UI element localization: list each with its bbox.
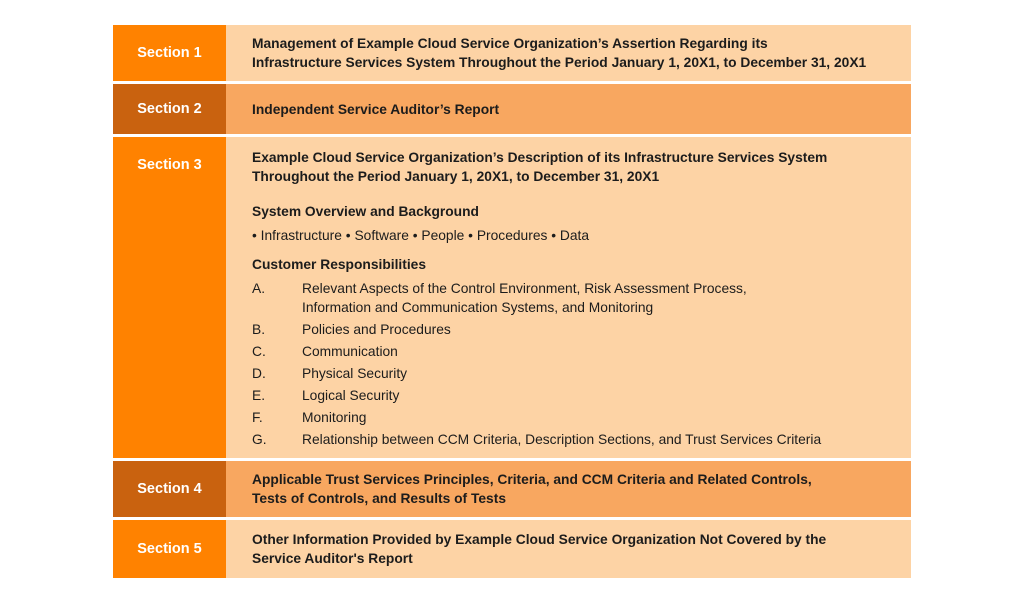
section-title-line: Management of Example Cloud Service Organization’s Assertion Regarding its (252, 36, 768, 51)
section-title-line: Applicable Trust Services Principles, Criteria, and CCM Criteria and Related Controls, (252, 472, 812, 487)
section-title-line: Throughout the Period January 1, 20X1, to December 31, 20X1 (252, 169, 660, 184)
section-content-cell (226, 137, 911, 458)
section-content-cell (226, 25, 911, 81)
section-title-line: Service Auditor's Report (252, 551, 413, 566)
list-item-text: Communication (302, 344, 398, 359)
list-item (252, 364, 891, 383)
list-item (252, 386, 891, 405)
section-row-4 (113, 461, 911, 517)
responsibilities-heading: Customer Responsibilities (252, 257, 427, 272)
list-item-letter: D. (252, 366, 266, 381)
section-title-line: Infrastructure Services System Throughout the Period January 1, 20X1, to December 31, 20X1 (252, 55, 867, 70)
list-item-text-line: Relevant Aspects of the Control Environment, Risk Assessment Process, (302, 281, 747, 296)
list-item (252, 320, 891, 339)
list-item (252, 342, 891, 361)
list-item-letter: C. (252, 344, 266, 359)
section-content-cell (226, 84, 911, 134)
list-item-letter: F. (252, 410, 263, 425)
list-item-letter: B. (252, 322, 266, 337)
section-label: Section 4 (137, 481, 202, 497)
section-content-cell (226, 520, 911, 578)
list-item-letter: A. (252, 281, 266, 296)
overview-items: • Infrastructure • Software • People • Procedures • Data (252, 228, 590, 243)
section-label: Section 3 (137, 157, 202, 173)
list-item-text (302, 279, 891, 317)
section-title-line: Independent Service Auditor’s Report (252, 101, 500, 117)
section-title-line: Tests of Controls, and Results of Tests (252, 491, 506, 506)
section-label-cell (113, 137, 226, 458)
section-label-cell (113, 25, 226, 81)
section-title-line: Example Cloud Service Organization’s Description of its Infrastructure Services System (252, 150, 828, 165)
responsibilities-list (252, 279, 891, 449)
section-label-cell (113, 84, 226, 134)
section-label-cell (113, 461, 226, 517)
section-label-cell (113, 520, 226, 578)
list-item-text: Monitoring (302, 410, 367, 425)
list-item-text: Policies and Procedures (302, 322, 451, 337)
list-item (252, 279, 891, 317)
overview-heading: System Overview and Background (252, 204, 479, 219)
list-item-letter: E. (252, 388, 266, 403)
list-item-letter: G. (252, 432, 267, 447)
section-content-cell (226, 461, 911, 517)
list-item-text: Relationship between CCM Criteria, Description Sections, and Trust Services Criteria (302, 432, 822, 447)
section-row-1 (113, 25, 911, 81)
list-item-text: Physical Security (302, 366, 408, 381)
list-item-text-line: Information and Communication Systems, and Monitoring (302, 300, 654, 315)
list-item (252, 430, 891, 449)
list-item-text: Logical Security (302, 388, 400, 403)
section-row-3 (113, 137, 911, 458)
list-item (252, 408, 891, 427)
section-label: Section 1 (137, 45, 202, 61)
section-row-5 (113, 520, 911, 578)
section-row-2 (113, 84, 911, 134)
section-title-line: Other Information Provided by Example Cloud Service Organization Not Covered by the (252, 532, 827, 547)
section-label: Section 2 (137, 101, 202, 117)
section-label: Section 5 (137, 541, 202, 557)
report-sections-table (113, 25, 911, 578)
